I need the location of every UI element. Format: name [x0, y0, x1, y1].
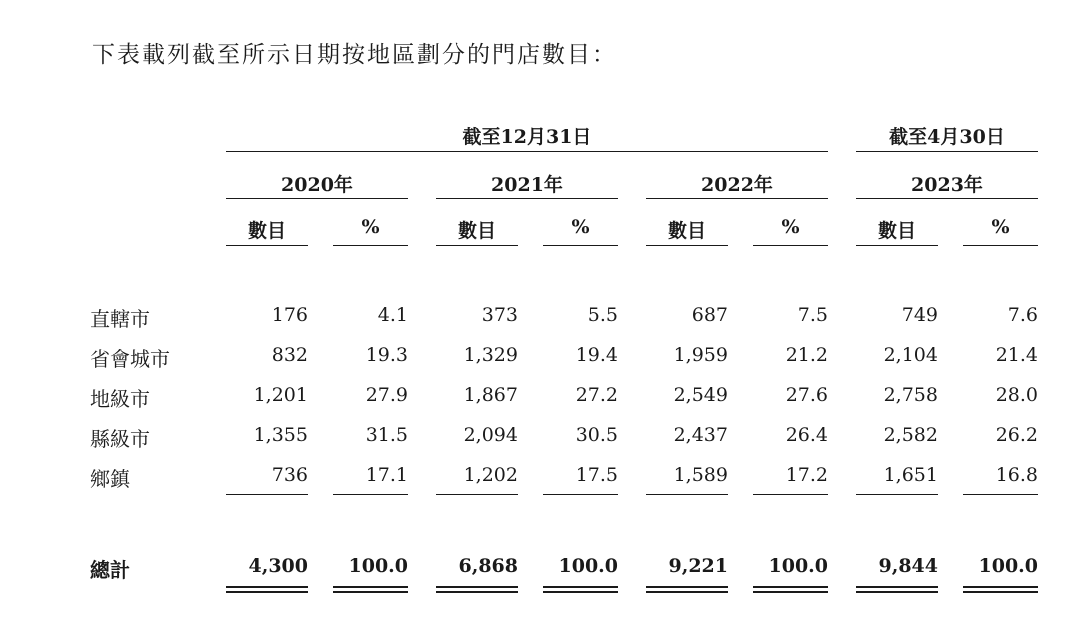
table-cell: 27.2: [575, 384, 618, 406]
subheader-count-2021: 數目: [457, 220, 496, 242]
table-cell: 19.4: [575, 344, 618, 366]
total-double-rule: [646, 586, 728, 593]
row-label: 直轄市: [90, 307, 150, 331]
table-cell: 2,104: [883, 344, 938, 366]
subheader-rule-count-2020: [226, 245, 308, 246]
year-rule-2021: [436, 198, 618, 199]
subtotal-rule: [963, 494, 1038, 495]
table-cell: 2,758: [883, 384, 938, 406]
subtotal-rule: [856, 494, 938, 495]
table-cell: 2,549: [673, 384, 728, 406]
table-cell: 1,589: [673, 464, 728, 486]
table-cell: 176: [271, 304, 308, 326]
subtotal-rule: [436, 494, 518, 495]
table-cell: 26.4: [785, 424, 828, 446]
table-cell: 736: [271, 464, 308, 486]
table-cell: 749: [901, 304, 938, 326]
table-cell: 7.5: [797, 304, 828, 326]
table-cell: 21.4: [995, 344, 1038, 366]
table-cell: 1,651: [883, 464, 938, 486]
table-cell: 31.5: [365, 424, 408, 446]
total-cell: 4,300: [248, 555, 308, 577]
total-cell: 100.0: [978, 555, 1038, 577]
subtotal-rule: [543, 494, 618, 495]
subheader-pct-2023: %: [991, 216, 1010, 238]
year-header-2020: 2020年: [281, 174, 353, 196]
table-cell: 16.8: [995, 464, 1038, 486]
table-cell: 19.3: [365, 344, 408, 366]
subheader-pct-2020: %: [361, 216, 380, 238]
year-rule-2023: [856, 198, 1038, 199]
row-label: 省會城市: [90, 347, 170, 371]
total-double-rule: [856, 586, 938, 593]
total-double-rule: [333, 586, 408, 593]
header-dec31-rule: [226, 151, 828, 152]
row-label: 地級市: [90, 387, 150, 411]
total-cell: 9,221: [668, 555, 728, 577]
table-cell: 26.2: [995, 424, 1038, 446]
table-cell: 7.6: [1007, 304, 1038, 326]
table-cell: 2,437: [673, 424, 728, 446]
table-cell: 832: [271, 344, 308, 366]
total-label: 總計: [90, 558, 130, 582]
row-label: 縣級市: [90, 427, 150, 451]
table-cell: 2,094: [463, 424, 518, 446]
subtotal-rule: [226, 494, 308, 495]
table-cell: 21.2: [785, 344, 828, 366]
year-header-2022: 2022年: [701, 174, 773, 196]
total-double-rule: [543, 586, 618, 593]
subheader-rule-count-2022: [646, 245, 728, 246]
total-double-rule: [963, 586, 1038, 593]
header-apr30-rule: [856, 151, 1038, 152]
table-cell: 1,959: [673, 344, 728, 366]
year-rule-2022: [646, 198, 828, 199]
table-cell: 1,355: [253, 424, 308, 446]
table-cell: 373: [481, 304, 518, 326]
total-cell: 100.0: [768, 555, 828, 577]
total-cell: 100.0: [558, 555, 618, 577]
year-header-2021: 2021年: [491, 174, 563, 196]
subheader-rule-count-2021: [436, 245, 518, 246]
subheader-rule-count-2023: [856, 245, 938, 246]
subheader-pct-2021: %: [571, 216, 590, 238]
year-header-2023: 2023年: [911, 174, 983, 196]
subheader-count-2023: 數目: [877, 220, 916, 242]
intro-text: 下表載列截至所示日期按地區劃分的門店數目：: [92, 42, 617, 68]
table-cell: 687: [691, 304, 728, 326]
table-cell: 1,867: [463, 384, 518, 406]
header-apr30: 截至4月30日: [889, 126, 1005, 148]
table-cell: 30.5: [575, 424, 618, 446]
row-label: 鄉鎮: [90, 467, 130, 491]
total-double-rule: [436, 586, 518, 593]
table-cell: 17.2: [785, 464, 828, 486]
subtotal-rule: [753, 494, 828, 495]
table-cell: 27.9: [365, 384, 408, 406]
total-double-rule: [753, 586, 828, 593]
table-cell: 1,201: [253, 384, 308, 406]
subtotal-rule: [646, 494, 728, 495]
total-cell: 9,844: [878, 555, 938, 577]
table-cell: 17.5: [575, 464, 618, 486]
table-cell: 27.6: [785, 384, 828, 406]
table-cell: 2,582: [883, 424, 938, 446]
subheader-rule-pct-2021: [543, 245, 618, 246]
table-cell: 1,329: [463, 344, 518, 366]
subheader-rule-pct-2023: [963, 245, 1038, 246]
subheader-count-2022: 數目: [667, 220, 706, 242]
total-cell: 100.0: [348, 555, 408, 577]
subheader-count-2020: 數目: [247, 220, 286, 242]
subheader-rule-pct-2022: [753, 245, 828, 246]
subtotal-rule: [333, 494, 408, 495]
total-cell: 6,868: [458, 555, 518, 577]
table-cell: 1,202: [463, 464, 518, 486]
table-cell: 4.1: [377, 304, 408, 326]
table-cell: 5.5: [587, 304, 618, 326]
year-rule-2020: [226, 198, 408, 199]
subheader-rule-pct-2020: [333, 245, 408, 246]
table-cell: 28.0: [995, 384, 1038, 406]
header-dec31: 截至12月31日: [462, 126, 592, 148]
table-cell: 17.1: [365, 464, 408, 486]
total-double-rule: [226, 586, 308, 593]
subheader-pct-2022: %: [781, 216, 800, 238]
